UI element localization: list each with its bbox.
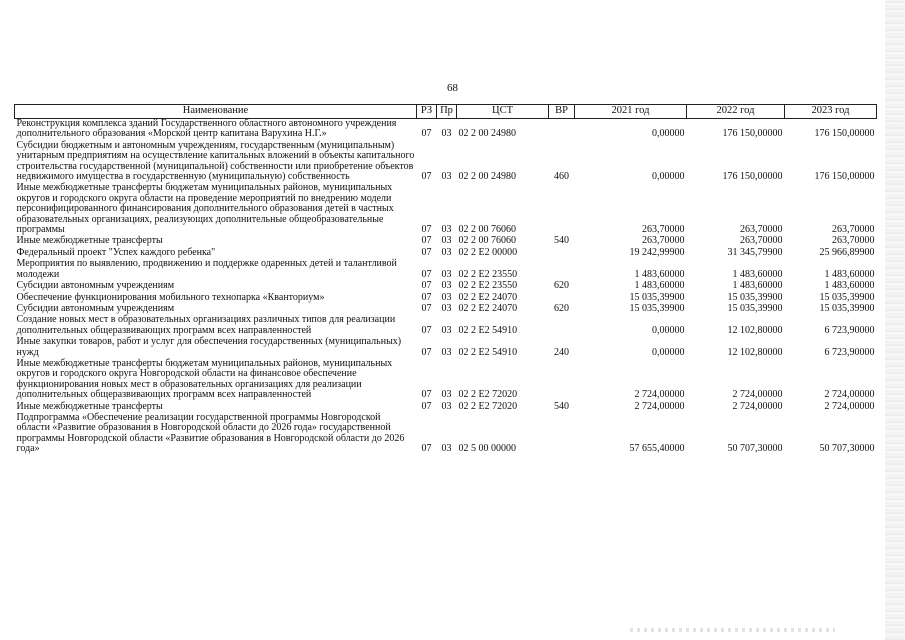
row-cst: 02 2 E2 00000 bbox=[458, 246, 518, 258]
row-name: Подпрограмма «Обеспечение реализации государственной программы Новгородской области «Развитие образования в Новгородской области до 2026 года» государственной программы Новгородской области «Развитие образования в Новгородской области до 2026 года» bbox=[16, 411, 405, 455]
row-2022: 176 150,00000 bbox=[722, 171, 783, 183]
table-row bbox=[15, 281, 877, 292]
row-cst: 02 2 00 24980 bbox=[458, 171, 516, 183]
header-vr: ВР bbox=[549, 105, 575, 119]
row-rz: 07 bbox=[421, 324, 432, 336]
table-row bbox=[15, 119, 877, 141]
row-pr: 03 bbox=[441, 389, 452, 401]
row-2022: 15 035,39900 bbox=[727, 291, 783, 303]
row-2022: 1 483,60000 bbox=[732, 268, 783, 280]
row-2022: 12 102,80000 bbox=[727, 324, 783, 336]
row-cst: 02 2 E2 23550 bbox=[458, 280, 518, 292]
row-pr: 03 bbox=[441, 224, 452, 236]
row-name: Иные межбюджетные трансферты bbox=[16, 400, 163, 412]
row-cst: 02 2 E2 72020 bbox=[458, 400, 518, 412]
header-2021: 2021 год bbox=[575, 105, 687, 119]
row-2021: 19 242,99900 bbox=[629, 246, 685, 258]
row-name: Федеральный проект "Успех каждого ребенка" bbox=[16, 246, 216, 258]
row-rz: 07 bbox=[421, 224, 432, 236]
row-2023: 15 035,39900 bbox=[819, 291, 875, 303]
row-pr: 03 bbox=[441, 443, 452, 455]
table-row bbox=[15, 183, 877, 236]
row-cst: 02 2 00 76060 bbox=[458, 224, 516, 236]
row-cst: 02 2 00 24980 bbox=[458, 128, 516, 140]
header-name: Наименование bbox=[15, 105, 417, 119]
row-2022: 176 150,00000 bbox=[722, 128, 783, 140]
row-vr bbox=[549, 259, 575, 281]
row-rz: 07 bbox=[421, 346, 432, 358]
row-2023: 263,70000 bbox=[832, 235, 875, 247]
row-2023: 176 150,00000 bbox=[814, 128, 875, 140]
row-rz: 07 bbox=[421, 128, 432, 140]
row-2023: 15 035,39900 bbox=[819, 302, 875, 314]
row-vr: 620 bbox=[554, 280, 569, 292]
table-row bbox=[15, 359, 877, 402]
row-2022: 1 483,60000 bbox=[732, 280, 783, 292]
row-2022: 12 102,80000 bbox=[727, 346, 783, 358]
table-row bbox=[15, 413, 877, 456]
row-2022: 31 345,79900 bbox=[727, 246, 783, 258]
row-vr bbox=[549, 183, 575, 236]
row-vr: 540 bbox=[554, 400, 569, 412]
row-2021: 1 483,60000 bbox=[634, 280, 685, 292]
row-pr: 03 bbox=[441, 346, 452, 358]
table-row bbox=[15, 337, 877, 359]
row-name: Иные межбюджетные трансферты бюджетам муниципальных районов, муниципальных округов и городского округа Новгородской области на финансовое обеспечение функционирования новых мест в образовательных организациях для реализации дополнительных общеразвивающих программ всех направленностей bbox=[16, 357, 393, 401]
row-vr bbox=[549, 248, 575, 259]
row-2022: 15 035,39900 bbox=[727, 302, 783, 314]
header-2023: 2023 год bbox=[785, 105, 877, 119]
row-cst: 02 2 E2 54910 bbox=[458, 324, 518, 336]
header-rz: РЗ bbox=[417, 105, 437, 119]
row-pr: 03 bbox=[441, 235, 452, 247]
row-pr: 03 bbox=[441, 400, 452, 412]
row-2022: 2 724,00000 bbox=[732, 400, 783, 412]
row-name: Обеспечение функционирования мобильного технопарка «Кванториум» bbox=[16, 291, 325, 303]
row-rz: 07 bbox=[421, 235, 432, 247]
row-vr: 540 bbox=[554, 235, 569, 247]
row-2021: 0,00000 bbox=[652, 171, 685, 183]
row-2023: 1 483,60000 bbox=[824, 280, 875, 292]
header-pr: Пр bbox=[437, 105, 457, 119]
row-name: Иные межбюджетные трансферты бюджетам муниципальных районов, муниципальных округов и городского округа области на проведение мероприятий по внедрению модели персонифицированного финансирования дополнительного образования детей в частных образовательных организациях, реализующих дополнительные общеобразовательные программы bbox=[16, 182, 394, 236]
row-2021: 0,00000 bbox=[652, 128, 685, 140]
row-cst: 02 2 E2 72020 bbox=[458, 389, 518, 401]
header-2022: 2022 год bbox=[687, 105, 785, 119]
row-vr: 240 bbox=[554, 346, 569, 358]
row-pr: 03 bbox=[441, 324, 452, 336]
row-2021: 263,70000 bbox=[642, 235, 685, 247]
row-pr: 03 bbox=[441, 302, 452, 314]
row-vr bbox=[549, 359, 575, 402]
row-rz: 07 bbox=[421, 400, 432, 412]
row-2021: 0,00000 bbox=[652, 346, 685, 358]
row-pr: 03 bbox=[441, 291, 452, 303]
row-name: Субсидии автономным учреждениям bbox=[16, 302, 175, 314]
row-rz: 07 bbox=[421, 302, 432, 314]
row-2021: 2 724,00000 bbox=[634, 389, 685, 401]
scan-smudge bbox=[630, 628, 835, 632]
row-rz: 07 bbox=[421, 389, 432, 401]
row-rz: 07 bbox=[421, 268, 432, 280]
row-cst: 02 2 E2 23550 bbox=[458, 268, 518, 280]
row-2021: 0,00000 bbox=[652, 324, 685, 336]
row-cst: 02 2 E2 24070 bbox=[458, 291, 518, 303]
row-vr bbox=[549, 413, 575, 456]
row-pr: 03 bbox=[441, 246, 452, 258]
row-2021: 1 483,60000 bbox=[634, 268, 685, 280]
row-2021: 57 655,40000 bbox=[629, 443, 685, 455]
row-2023: 50 707,30000 bbox=[819, 443, 875, 455]
row-2022: 2 724,00000 bbox=[732, 389, 783, 401]
row-name: Создание новых мест в образовательных организациях различных типов для реализации дополнительных общеразвивающих программ всех направленностей bbox=[16, 314, 396, 336]
row-rz: 07 bbox=[421, 171, 432, 183]
row-2022: 50 707,30000 bbox=[727, 443, 783, 455]
row-rz: 07 bbox=[421, 246, 432, 258]
row-vr bbox=[549, 315, 575, 337]
budget-table bbox=[14, 104, 877, 456]
row-cst: 02 2 00 76060 bbox=[458, 235, 516, 247]
table-header-row bbox=[15, 105, 877, 119]
row-name: Реконструкция комплекса зданий Государственного областного автономного учреждения дополнительного образования «Морской центр капитана Варухина Н.Г.» bbox=[16, 118, 397, 140]
row-rz: 07 bbox=[421, 280, 432, 292]
row-2023: 25 966,89900 bbox=[819, 246, 875, 258]
row-vr: 460 bbox=[554, 171, 569, 183]
row-name: Иные закупки товаров, работ и услуг для обеспечения государственных (муниципальных) нужд bbox=[16, 336, 402, 358]
row-2022: 263,70000 bbox=[740, 235, 783, 247]
header-cst: ЦСТ bbox=[457, 105, 549, 119]
scan-edge-shadow bbox=[885, 0, 905, 640]
row-2022: 263,70000 bbox=[740, 224, 783, 236]
row-vr bbox=[549, 119, 575, 141]
page-number: 68 bbox=[447, 82, 458, 94]
row-2023: 2 724,00000 bbox=[824, 389, 875, 401]
row-pr: 03 bbox=[441, 128, 452, 140]
row-cst: 02 5 00 00000 bbox=[458, 443, 516, 455]
row-name: Субсидии автономным учреждениям bbox=[16, 280, 175, 292]
row-rz: 07 bbox=[421, 443, 432, 455]
table-row bbox=[15, 141, 877, 184]
row-2021: 15 035,39900 bbox=[629, 291, 685, 303]
table-row bbox=[15, 259, 877, 281]
row-pr: 03 bbox=[441, 268, 452, 280]
row-cst: 02 2 E2 54910 bbox=[458, 346, 518, 358]
row-2021: 263,70000 bbox=[642, 224, 685, 236]
row-name: Мероприятия по выявлению, продвижению и поддержке одаренных детей и талантливой молодежи bbox=[16, 258, 397, 280]
row-2023: 263,70000 bbox=[832, 224, 875, 236]
row-rz: 07 bbox=[421, 291, 432, 303]
row-2021: 15 035,39900 bbox=[629, 302, 685, 314]
row-2023: 2 724,00000 bbox=[824, 400, 875, 412]
row-name: Субсидии бюджетным и автономным учреждениям, государственным (муниципальным) унитарным предприятиям на осуществление капитальных вложений в объекты капитального строительства государственной (муниципальной) собственности или приобретение объектов недвижимого имущества в государственную (муниципальную) собственность bbox=[16, 139, 415, 183]
table-row bbox=[15, 315, 877, 337]
row-vr: 620 bbox=[554, 302, 569, 314]
row-2023: 6 723,90000 bbox=[824, 324, 875, 336]
row-name: Иные межбюджетные трансферты bbox=[16, 235, 163, 247]
row-cst: 02 2 E2 24070 bbox=[458, 302, 518, 314]
row-2021: 2 724,00000 bbox=[634, 400, 685, 412]
row-2023: 176 150,00000 bbox=[814, 171, 875, 183]
row-2023: 1 483,60000 bbox=[824, 268, 875, 280]
row-2023: 6 723,90000 bbox=[824, 346, 875, 358]
row-pr: 03 bbox=[441, 171, 452, 183]
row-pr: 03 bbox=[441, 280, 452, 292]
